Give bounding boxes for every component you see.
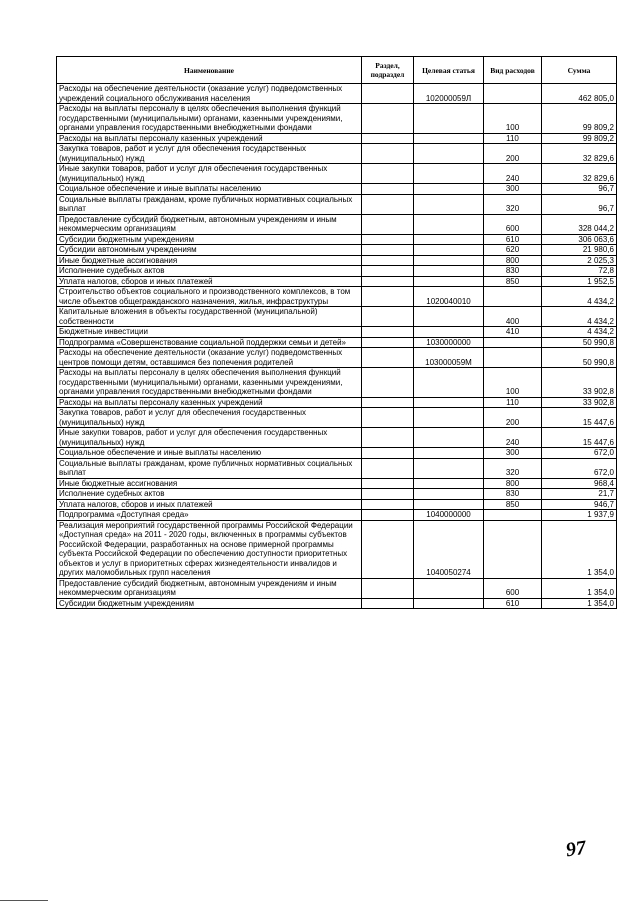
table-row [57,214,617,234]
cell-name: Иные закупки товаров, работ и услуг для обеспечения государственных (муниципальных) нужд [57,428,362,448]
cell-section [362,144,414,164]
header-section: Раздел, подраздел [362,57,414,84]
cell-exp-type [484,84,542,104]
cell-exp-type: 600 [484,578,542,598]
cell-target: 103000059М [414,348,484,368]
cell-exp-type: 240 [484,164,542,184]
table-row [57,478,617,489]
cell-name: Социальное обеспечение и иные выплаты населению [57,184,362,195]
cell-target [414,133,484,144]
cell-exp-type: 200 [484,408,542,428]
cell-target [414,397,484,408]
table-row [57,234,617,245]
cell-sum: 2 025,3 [542,255,617,266]
page-number: 97 [564,836,588,862]
table-row [57,104,617,134]
cell-target [414,578,484,598]
table-row [57,133,617,144]
cell-exp-type: 610 [484,598,542,609]
cell-sum: 1 354,0 [542,520,617,578]
cell-exp-type: 830 [484,489,542,500]
cell-section [362,327,414,338]
table-row [57,337,617,348]
cell-target [414,408,484,428]
cell-section [362,598,414,609]
cell-name: Предоставление субсидий бюджетным, автономным учреждениям и иным некоммерческим организациям [57,214,362,234]
cell-name: Иные закупки товаров, работ и услуг для обеспечения государственных (муниципальных) нужд [57,164,362,184]
cell-sum: 306 063,6 [542,234,617,245]
table-row [57,348,617,368]
cell-target [414,307,484,327]
cell-exp-type [484,510,542,521]
cell-exp-type: 110 [484,397,542,408]
header-exp-type: Вид расходов [484,57,542,84]
cell-target [414,478,484,489]
cell-exp-type: 320 [484,194,542,214]
cell-target [414,164,484,184]
cell-name: Исполнение судебных актов [57,266,362,277]
cell-section [362,578,414,598]
cell-sum: 21,7 [542,489,617,500]
table-row [57,307,617,327]
cell-exp-type: 410 [484,327,542,338]
table-row [57,368,617,398]
cell-name: Социальные выплаты гражданам, кроме публичных нормативных социальных выплат [57,458,362,478]
cell-sum: 99 809,2 [542,133,617,144]
cell-target [414,234,484,245]
cell-sum: 33 902,8 [542,397,617,408]
cell-name: Предоставление субсидий бюджетным, автономным учреждениям и иным некоммерческим организациям [57,578,362,598]
table-row [57,144,617,164]
cell-target [414,327,484,338]
cell-exp-type: 850 [484,276,542,287]
cell-target [414,368,484,398]
cell-target [414,448,484,459]
cell-exp-type: 300 [484,184,542,195]
table-header-row [57,57,617,84]
cell-section [362,194,414,214]
footer-rule [0,900,48,901]
cell-exp-type: 200 [484,144,542,164]
cell-name: Подпрограмма «Совершенствование социальной поддержки семьи и детей» [57,337,362,348]
cell-section [362,499,414,510]
cell-name: Закупка товаров, работ и услуг для обеспечения государственных (муниципальных) нужд [57,408,362,428]
cell-section [362,84,414,104]
cell-sum: 32 829,6 [542,144,617,164]
cell-name: Расходы на выплаты персоналу казенных учреждений [57,133,362,144]
cell-name: Иные бюджетные ассигнования [57,255,362,266]
cell-exp-type [484,520,542,578]
cell-name: Расходы на выплаты персоналу в целях обеспечения выполнения функций государственными (муниципальными) органами, казенными учреждениями, органами управления государственными внебюджетными фондами [57,368,362,398]
cell-section [362,287,414,307]
cell-section [362,266,414,277]
cell-section [362,234,414,245]
cell-target [414,255,484,266]
cell-section [362,214,414,234]
cell-name: Строительство объектов социального и производственного комплексов, в том числе объектов общегражданского назначения, жилья, инфраструктуры [57,287,362,307]
cell-section [362,428,414,448]
cell-target [414,104,484,134]
cell-target [414,489,484,500]
cell-sum: 15 447,6 [542,428,617,448]
table-row [57,448,617,459]
cell-section [362,255,414,266]
cell-sum: 1 354,0 [542,598,617,609]
table-row [57,184,617,195]
cell-section [362,510,414,521]
table-row [57,327,617,338]
header-target: Целевая статья [414,57,484,84]
table-row [57,266,617,277]
table-row [57,510,617,521]
cell-name: Реализация мероприятий государственной программы Российской Федерации «Доступная среда» на 2011 - 2020 годы, включенных в программы субъектов Российской Федерации, разработанных на основе примерной программы субъекта Российской Федерации по обеспечению доступности приоритетных объектов и услуг в приоритетных сферах жизнедеятельности инвалидов и других маломобильных групп населения [57,520,362,578]
cell-target [414,428,484,448]
cell-target: 1030000000 [414,337,484,348]
table-row [57,84,617,104]
cell-section [362,397,414,408]
cell-exp-type: 850 [484,499,542,510]
cell-sum: 4 434,2 [542,287,617,307]
cell-name: Расходы на обеспечение деятельности (оказание услуг) подведомственных учреждений социального обслуживания населения [57,84,362,104]
budget-table [56,56,617,609]
cell-name: Расходы на выплаты персоналу в целях обеспечения выполнения функций государственными (муниципальными) органами, казенными учреждениями, органами управления государственными внебюджетными фондами [57,104,362,134]
cell-name: Подпрограмма «Доступная среда» [57,510,362,521]
cell-exp-type: 830 [484,266,542,277]
cell-exp-type: 800 [484,478,542,489]
table-body [57,84,617,609]
cell-section [362,184,414,195]
cell-section [362,348,414,368]
cell-name: Социальное обеспечение и иные выплаты населению [57,448,362,459]
cell-section [362,520,414,578]
cell-sum: 1 354,0 [542,578,617,598]
cell-name: Субсидии автономным учреждениям [57,245,362,256]
cell-section [362,408,414,428]
cell-section [362,489,414,500]
cell-exp-type [484,337,542,348]
cell-target [414,499,484,510]
cell-target [414,245,484,256]
cell-sum: 968,4 [542,478,617,489]
table-row [57,408,617,428]
cell-target [414,276,484,287]
table-row [57,255,617,266]
cell-name: Исполнение судебных актов [57,489,362,500]
cell-exp-type: 620 [484,245,542,256]
cell-exp-type: 800 [484,255,542,266]
cell-section [362,307,414,327]
cell-target [414,144,484,164]
cell-sum: 72,8 [542,266,617,277]
cell-sum: 99 809,2 [542,104,617,134]
cell-section [362,337,414,348]
cell-sum: 50 990,8 [542,348,617,368]
cell-sum: 328 044,2 [542,214,617,234]
cell-target [414,184,484,195]
budget-table-container [56,56,616,609]
cell-section [362,245,414,256]
cell-sum: 21 980,6 [542,245,617,256]
cell-exp-type: 110 [484,133,542,144]
table-row [57,428,617,448]
cell-sum: 1 937,9 [542,510,617,521]
table-row [57,397,617,408]
cell-target: 1020040010 [414,287,484,307]
cell-target [414,266,484,277]
cell-sum: 1 952,5 [542,276,617,287]
header-name: Наименование [57,57,362,84]
cell-target: 1040000000 [414,510,484,521]
cell-sum: 50 990,8 [542,337,617,348]
table-row [57,458,617,478]
cell-name: Расходы на обеспечение деятельности (оказание услуг) подведомственных центров помощи детям, оставшимся без попечения родителей [57,348,362,368]
table-row [57,499,617,510]
cell-exp-type: 600 [484,214,542,234]
cell-sum: 96,7 [542,184,617,195]
cell-exp-type: 300 [484,448,542,459]
cell-section [362,104,414,134]
cell-exp-type [484,287,542,307]
cell-exp-type: 100 [484,104,542,134]
cell-name: Субсидии бюджетным учреждениям [57,598,362,609]
cell-section [362,164,414,184]
cell-target: 102000059Л [414,84,484,104]
cell-name: Уплата налогов, сборов и иных платежей [57,276,362,287]
cell-section [362,368,414,398]
cell-sum: 672,0 [542,448,617,459]
cell-target [414,598,484,609]
table-row [57,489,617,500]
cell-target [414,214,484,234]
cell-exp-type: 100 [484,368,542,398]
cell-sum: 4 434,2 [542,307,617,327]
cell-exp-type: 610 [484,234,542,245]
cell-sum: 946,7 [542,499,617,510]
cell-name: Социальные выплаты гражданам, кроме публичных нормативных социальных выплат [57,194,362,214]
table-row [57,245,617,256]
cell-sum: 33 902,8 [542,368,617,398]
cell-section [362,133,414,144]
cell-section [362,478,414,489]
table-row [57,287,617,307]
table-row [57,276,617,287]
table-row [57,164,617,184]
cell-exp-type: 240 [484,428,542,448]
table-row [57,578,617,598]
cell-name: Капитальные вложения в объекты государственной (муниципальной) собственности [57,307,362,327]
cell-name: Иные бюджетные ассигнования [57,478,362,489]
header-sum: Сумма [542,57,617,84]
cell-name: Субсидии бюджетным учреждениям [57,234,362,245]
cell-sum: 462 805,0 [542,84,617,104]
cell-sum: 15 447,6 [542,408,617,428]
cell-name: Уплата налогов, сборов и иных платежей [57,499,362,510]
cell-sum: 96,7 [542,194,617,214]
cell-exp-type: 400 [484,307,542,327]
cell-name: Бюджетные инвестиции [57,327,362,338]
cell-exp-type [484,348,542,368]
table-row [57,194,617,214]
cell-sum: 4 434,2 [542,327,617,338]
cell-sum: 32 829,6 [542,164,617,184]
cell-name: Закупка товаров, работ и услуг для обеспечения государственных (муниципальных) нужд [57,144,362,164]
cell-target [414,458,484,478]
table-row [57,520,617,578]
cell-section [362,448,414,459]
cell-sum: 672,0 [542,458,617,478]
cell-exp-type: 320 [484,458,542,478]
cell-section [362,458,414,478]
table-row [57,598,617,609]
cell-target: 1040050274 [414,520,484,578]
cell-name: Расходы на выплаты персоналу казенных учреждений [57,397,362,408]
cell-section [362,276,414,287]
cell-target [414,194,484,214]
